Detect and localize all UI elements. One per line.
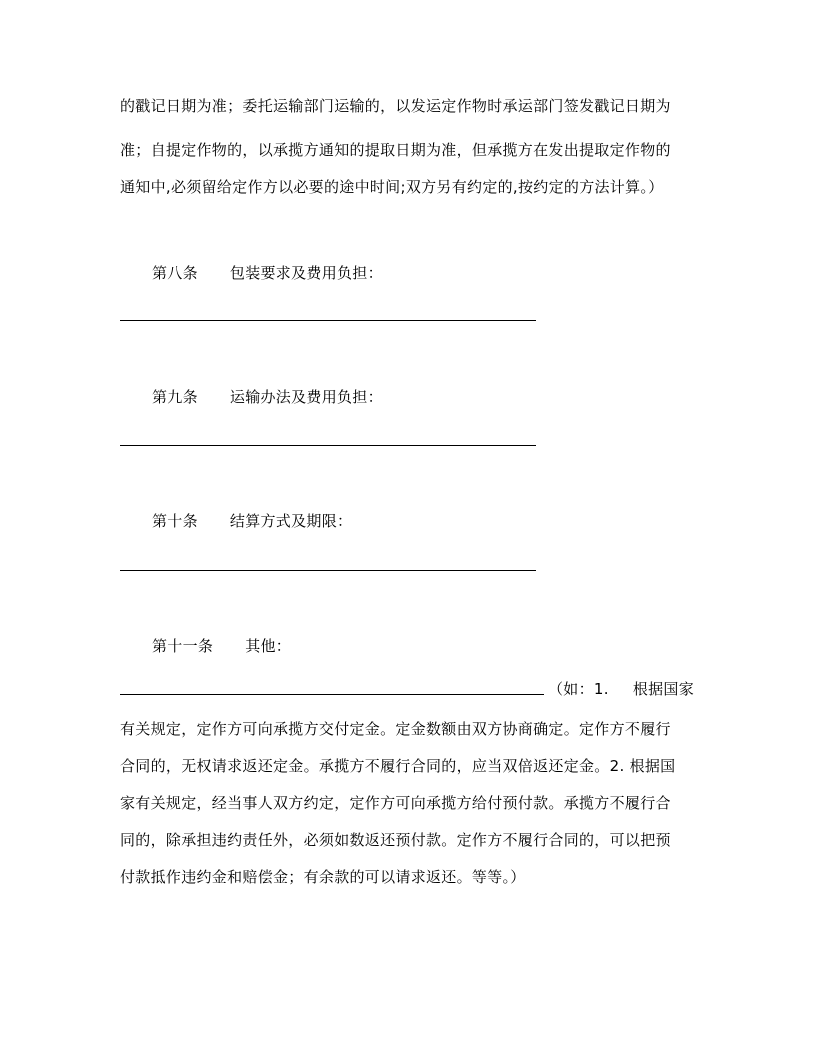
example-prefix: （如：1. — [548, 680, 609, 698]
article-number: 第九条 — [152, 388, 198, 406]
article-11-heading — [152, 636, 291, 656]
article-number: 第十一条 — [152, 637, 214, 655]
other-clause-line: 同的，除承担违约责任外，必须如数返还预付款。定作方不履行合同的，可以把预 — [120, 831, 671, 849]
other-clause-line: 有关规定，定作方可向承揽方交付定金。定金数额由双方协商确定。定作方不履行 — [120, 720, 671, 738]
article-10-fill-line — [120, 570, 536, 571]
article-title: 运输办法及费用负担： — [229, 388, 383, 406]
article-9-fill-line — [120, 445, 536, 446]
intro-line: 准；自提定作物的，以承揽方通知的提取日期为准，但承揽方在发出提取定作物的 — [120, 141, 671, 159]
article-10-heading — [152, 511, 352, 531]
article-8-heading — [152, 263, 383, 283]
other-clause-line: 合同的，无权请求返还定金。承揽方不履行合同的，应当双倍返还定金。2. 根据国 — [120, 757, 676, 775]
article-number: 第八条 — [152, 264, 198, 282]
intro-line: 的戳记日期为准；委托运输部门运输的，以发运定作物时承运部门签发戳记日期为 — [120, 97, 671, 115]
other-clause-first-line-tail — [548, 679, 694, 699]
article-title: 结算方式及期限： — [229, 512, 353, 530]
other-clause-line: 家有关规定，经当事人双方约定，定作方可向承揽方给付预付款。承揽方不履行合 — [120, 794, 671, 812]
article-title: 其他： — [245, 637, 292, 655]
article-8-fill-line — [120, 320, 536, 321]
intro-line: 通知中,必须留给定作方以必要的途中时间;双方另有约定的,按约定的方法计算。） — [120, 178, 664, 196]
article-11-fill-line — [120, 694, 544, 695]
article-title: 包装要求及费用负担： — [229, 264, 383, 282]
article-number: 第十条 — [152, 512, 198, 530]
example-continuation: 根据国家 — [632, 680, 695, 698]
article-9-heading — [152, 387, 383, 407]
other-clause-line: 付款抵作违约金和赔偿金；有余款的可以请求返还。等等。） — [120, 868, 526, 886]
